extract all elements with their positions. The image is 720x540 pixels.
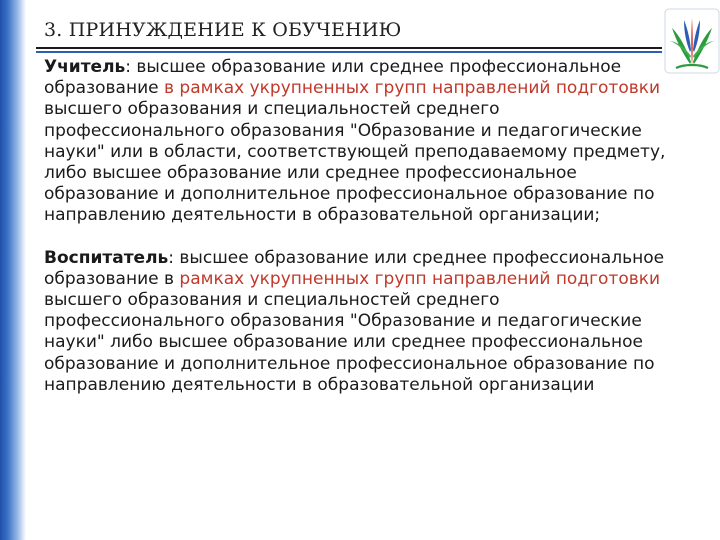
- title-divider-blue: [36, 51, 662, 53]
- paragraph-text: : высшее образование или среднее профессиональное образование в: [44, 247, 665, 289]
- highlighted-text: рамках укрупненных групп направлений подготовки: [179, 268, 661, 289]
- teacher-paragraph: [44, 57, 684, 227]
- role-label: Учитель: [44, 57, 126, 77]
- left-gradient-bar: [0, 0, 26, 540]
- educator-paragraph: [44, 248, 684, 396]
- slide-title: 3. ПРИНУЖДЕНИЕ К ОБУЧЕНИЮ: [44, 19, 402, 41]
- title-divider-dark: [36, 47, 662, 49]
- highlighted-text: в рамках укрупненных групп направлений подготовки: [164, 78, 661, 99]
- paragraph-text: : высшее образование или среднее профессиональное образование: [44, 57, 622, 99]
- slide-body: [44, 57, 684, 396]
- role-label: Воспитатель: [44, 247, 169, 268]
- paragraph-text: высшего образования и специальностей среднего профессионального образования "Образование и педагогические науки" либо высшее образование или среднее профессиональное образование и дополнительное профессиональное образование по направлению деятельности в образовательной организации: [44, 290, 655, 395]
- paragraph-text: высшего образования и специальностей среднего профессионального образования "Образование и педагогические науки" или в области, соответствующей преподаваемому предмету, либо высшее образование или среднее профессиональное образование и дополнительное профессиональное образование по направлению деятельности в образовательной организации;: [44, 99, 666, 226]
